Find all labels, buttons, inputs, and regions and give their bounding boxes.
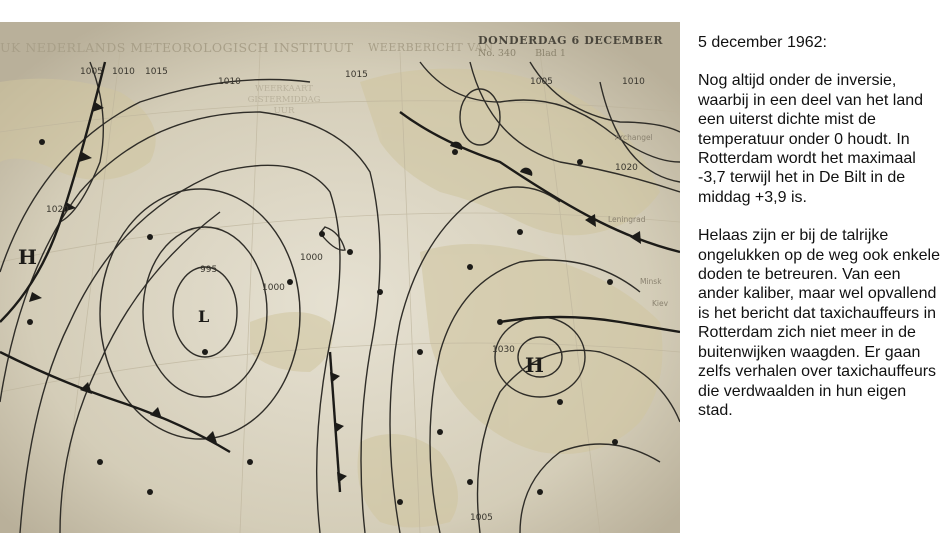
map-day: DONDERDAG (478, 34, 568, 47)
weather-map-photo (0, 22, 680, 533)
pressure-label: 1030 (492, 345, 515, 355)
map-date: 6 DECEMBER (571, 34, 664, 47)
pressure-label: 995 (200, 265, 218, 275)
pressure-label: 1000 (262, 283, 285, 293)
map-header (0, 36, 680, 58)
pressure-label: 1010 (112, 67, 135, 77)
place-name: Minsk (640, 277, 662, 286)
description-panel (698, 33, 942, 439)
map-numberline (478, 48, 566, 59)
institute-name: UK NEDERLANDS METEOROLOGISCH INSTITUUT (0, 40, 354, 55)
stamp-line: UUR (273, 106, 295, 116)
place-name: Leningrad (608, 215, 646, 224)
stamp-line: WEERKAART (255, 84, 313, 94)
high-pressure-mark: H (18, 245, 37, 269)
weather-map-drawing (0, 22, 680, 533)
pressure-label: 1005 (80, 67, 103, 77)
pressure-label: 1010 (218, 77, 241, 87)
description-heading: 5 december 1962: (698, 34, 827, 51)
high-pressure-mark: H (525, 353, 544, 377)
pressure-label: 1015 (145, 67, 168, 77)
pressure-label: 1005 (470, 513, 493, 523)
pressure-label: 1010 (622, 77, 645, 87)
description-paragraph-1: Nog altijd onder de inversie, waarbij in een deel van het land een uiterst dichte mist de temperatuur onder 0 houdt. In Rotterdam wordt het maximaal -3,7 terwijl het in De Bilt in de middag +3,9 is. (698, 72, 924, 206)
stamp-line: GISTERMIDDAG (247, 95, 321, 105)
pressure-label: 1020 (615, 163, 638, 173)
pressure-label: 1000 (300, 253, 323, 263)
weerkaart-stamp (244, 84, 324, 140)
description-paragraph-2: Helaas zijn er bij de talrijke ongelukken op de weg ook enkele doden te betreuren. Van een ander kaliber, maar wel opvallend is het bericht dat taxichauffeurs in Rotterdam zich niet meer in de buitenwijken waagden. Er gaan zelfs verhalen over taxichauffeurs die verdwaalden in hun eigen stad. (698, 227, 940, 419)
weerbericht-label: WEERBERICHT VAN (368, 41, 494, 54)
place-name: Archangel (615, 133, 653, 142)
map-dateline (478, 34, 680, 47)
place-name: Kiev (652, 299, 669, 308)
map-sheet: Blad 1 (535, 48, 566, 59)
pressure-label: 1015 (345, 70, 368, 80)
pressure-label: 1005 (530, 77, 553, 87)
pressure-label: 1020 (46, 205, 69, 215)
low-pressure-mark: L (198, 307, 210, 326)
map-number: No. 340 (478, 48, 517, 59)
